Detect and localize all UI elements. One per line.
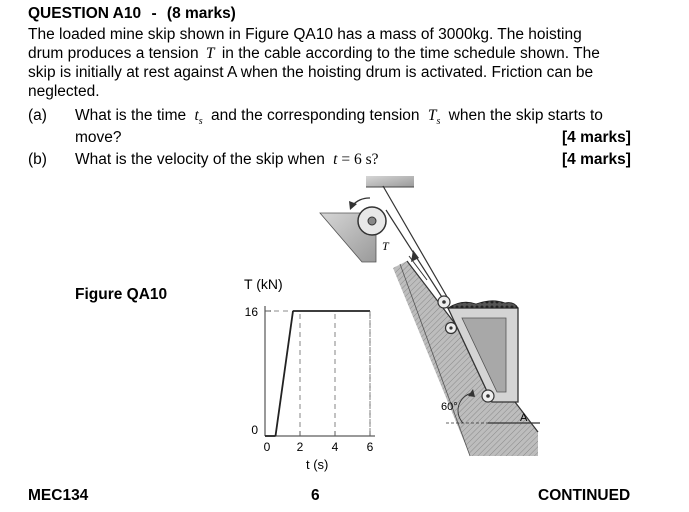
part-b-marks: [4 marks] [562, 151, 631, 168]
question-line-4: neglected. [28, 83, 100, 100]
chart-x-tick-label: 0 [263, 440, 271, 454]
question-line-3: skip is initially at rest against A when the hoisting drum is activated. Friction can be [28, 64, 594, 81]
upper-wheel-hub [442, 300, 446, 304]
figure-caption: Figure QA10 [75, 286, 168, 303]
chart-x-axis-label: t (s) [306, 457, 329, 472]
ts-t: t [194, 107, 199, 124]
part-b-label: (b) [28, 151, 47, 168]
ceiling-support [366, 176, 414, 187]
question-line-1: The loaded mine skip shown in Figure QA10 has a mass of 3000kg. The hoisting [28, 26, 582, 43]
question-line-2b: in the cable according to the time schedule shown. The [221, 45, 600, 62]
chart-y-tick-label: 0 [251, 423, 258, 437]
chart-x-tick-label: 2 [296, 440, 304, 454]
part-b-text-1: What is the velocity of the skip when [75, 151, 325, 168]
question-line-2a: drum produces a tension [28, 45, 199, 62]
tension-symbol: T [205, 45, 215, 62]
tension-chart [244, 276, 375, 472]
chart-y-axis-label: T (kN) [244, 276, 283, 292]
footer-continued: CONTINUED [538, 487, 631, 504]
chart-x-tick-label: 4 [331, 440, 339, 454]
Ts-T: T [427, 107, 437, 124]
Ts-sub: s [436, 116, 441, 128]
mid-wheel-hub [449, 326, 452, 329]
part-a-text-1: What is the time [75, 107, 187, 124]
stop-label-a: A [520, 412, 528, 424]
footer-page-number: 6 [311, 487, 320, 504]
ts-sub: s [198, 116, 203, 128]
chart-series-segment [276, 311, 294, 436]
question-marks: (8 marks) [166, 5, 236, 22]
eq-t-symbol: t [333, 151, 338, 168]
angle-label: 60° [441, 401, 458, 413]
part-a-label: (a) [28, 107, 47, 124]
chart-x-tick-label: 6 [366, 440, 374, 454]
eq-rest: = 6 s? [337, 151, 379, 168]
footer-module-code: MEC134 [28, 487, 89, 504]
drum-axle [368, 217, 376, 225]
part-a-text-3: when the skip starts to [448, 107, 603, 124]
part-a-line-2: move? [75, 129, 122, 146]
part-a-marks: [4 marks] [562, 129, 631, 146]
heading-separator: - [151, 5, 157, 22]
chart-y-tick-label: 16 [244, 305, 258, 319]
skip-load [448, 301, 518, 308]
lower-wheel-hub [486, 394, 490, 398]
part-a-text-2: and the corresponding tension [210, 107, 420, 124]
question-number: QUESTION A10 [28, 5, 142, 22]
cable-label: T [382, 239, 389, 253]
